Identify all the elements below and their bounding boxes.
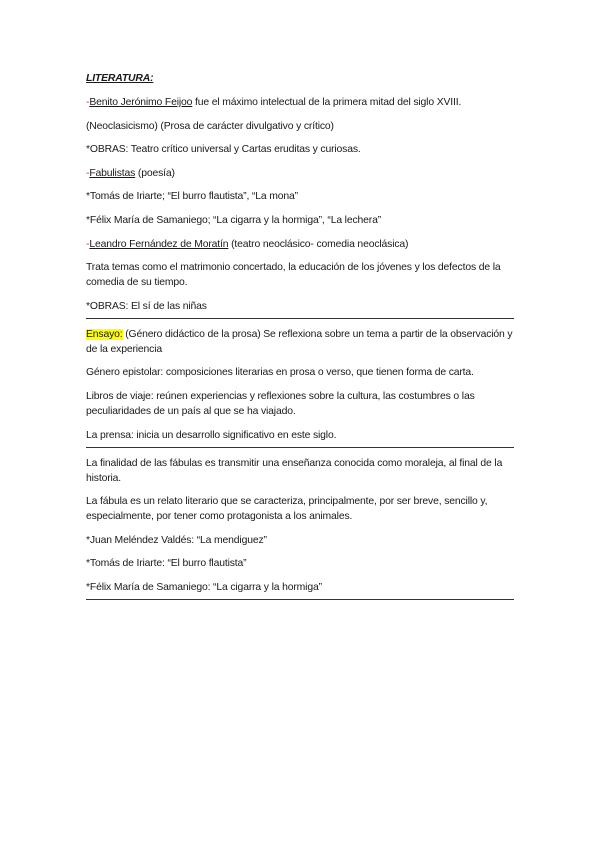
- author-name-moratin: Leandro Fernández de Moratín: [89, 238, 229, 250]
- list-dash: -: [86, 167, 90, 179]
- samaniego-fabula-line: *Félix María de Samaniego: “La cigarra y la hormiga”: [86, 581, 322, 593]
- obras-moratin-line: *OBRAS: El sí de las niñas: [86, 300, 207, 312]
- iriarte-line: *Tomás de Iriarte; “El burro flautista”, “La mona”: [86, 191, 298, 203]
- la-prensa-line: La prensa: inicia un desarrollo significativo en este siglo.: [86, 429, 337, 441]
- fabulistas-heading: Fabulistas: [89, 167, 136, 179]
- fabulistas-line: [86, 166, 514, 181]
- author-name-feijoo: Benito Jerónimo Feijoo: [89, 97, 193, 108]
- section-divider: [86, 447, 514, 448]
- iriarte-fabula-line: *Tomás de Iriarte: “El burro flautista”: [86, 558, 247, 570]
- obras-feijoo-line: *OBRAS: Teatro crítico universal y Cartas eruditas y curiosas.: [86, 144, 361, 156]
- ensayo-text: (Género didáctico de la prosa) Se reflexiona sobre un tema a partir de la observación y de la experiencia: [86, 328, 513, 355]
- melendez-line: *Juan Meléndez Valdés: “La mendiguez”: [86, 534, 267, 546]
- genero-epistolar-line: Género epistolar: composiciones literarias en prosa o verso, que tienen forma de carta.: [86, 367, 474, 379]
- section-title: LITERATURA:: [86, 73, 154, 84]
- feijoo-line: [86, 95, 514, 110]
- moratin-description: Trata temas como el matrimonio concertado, la educación de los jóvenes y los defectos de la comedia de su tiempo.: [86, 262, 501, 289]
- moratin-text: (teatro neoclásico- comedia neoclásica): [228, 238, 409, 250]
- samaniego-line: *Félix María de Samaniego; “La cigarra y la hormiga”, “La lechera”: [86, 214, 382, 226]
- libros-de-viaje-line: Libros de viaje: reúnen experiencias y reflexiones sobre la cultura, las costumbres o las peculiaridades de un país al que se ha viajado.: [86, 390, 475, 417]
- section-divider: [86, 599, 514, 600]
- moratin-line: [86, 237, 514, 252]
- ensayo-line: [86, 327, 514, 357]
- fabulistas-text: (poesía): [135, 167, 175, 179]
- fabula-definicion-line: La fábula es un relato literario que se caracteriza, principalmente, por ser breve, sencillo y, especialmente, por tener como protagonista a los animales.: [86, 496, 488, 523]
- list-dash: -: [86, 238, 90, 250]
- list-dash: -: [86, 97, 90, 108]
- section-divider: [86, 318, 514, 319]
- feijoo-text: fue el máximo intelectual de la primera mitad del siglo XVIII.: [192, 97, 462, 108]
- neoclasicismo-line: (Neoclasicismo) (Prosa de carácter divulgativo y crítico): [86, 120, 334, 132]
- document-content: [86, 71, 514, 608]
- fabula-finalidad-line: La finalidad de las fábulas es transmitir una enseñanza conocida como moraleja, al final de la historia.: [86, 457, 503, 484]
- ensayo-label-highlighted: Ensayo:: [86, 328, 123, 340]
